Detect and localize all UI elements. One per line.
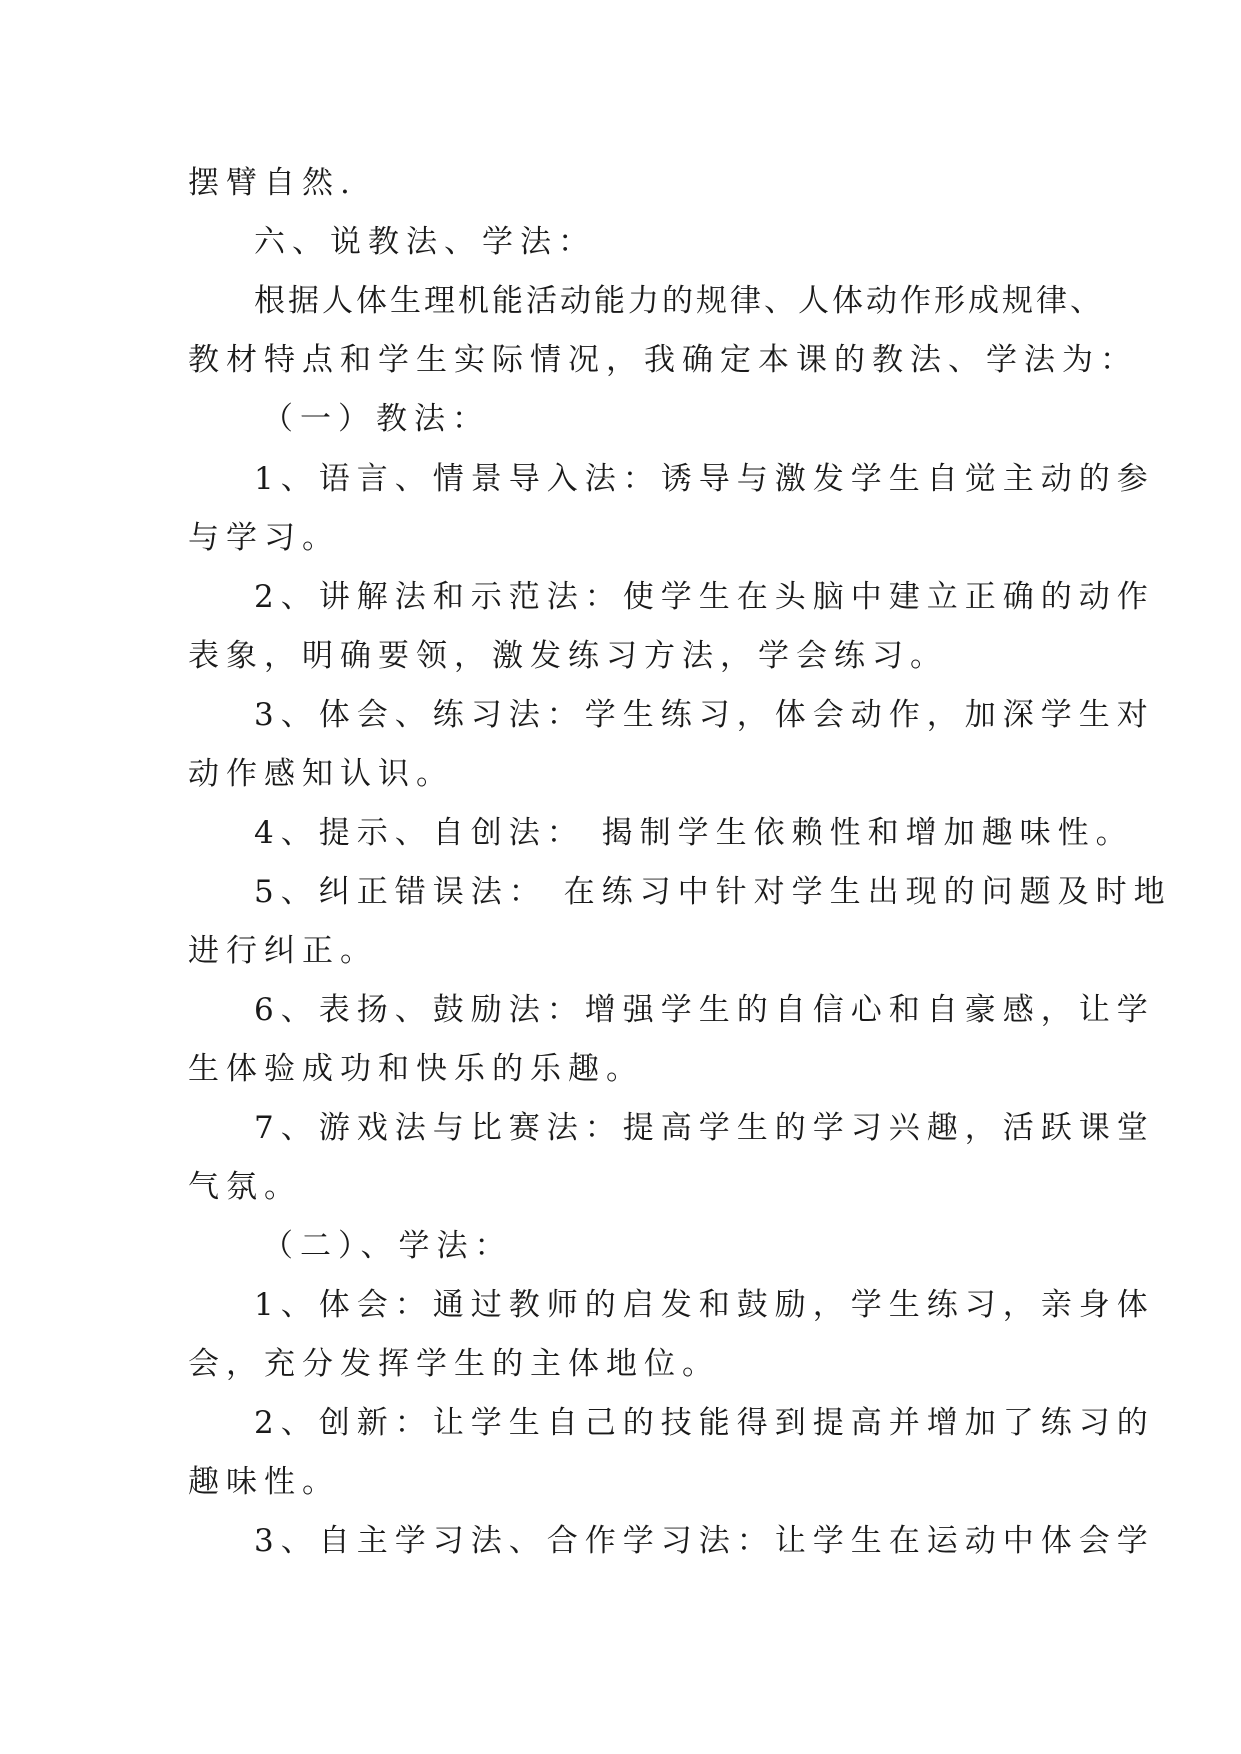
list-item-continuation: 表象，明确要领，激发练习方法，学会练习。 bbox=[188, 638, 948, 674]
text-line: 摆臂自然. bbox=[188, 165, 357, 201]
paragraph-line: 根据人体生理机能活动能力的规律、人体动作形成规律、 bbox=[254, 283, 1104, 319]
list-item-continuation: 动作感知认识。 bbox=[188, 756, 454, 792]
list-item: 4、提示、自创法： 揭制学生依赖性和增加趣味性。 bbox=[254, 815, 1134, 851]
list-item: 7、游戏法与比赛法：提高学生的学习兴趣，活跃课堂 bbox=[254, 1110, 1155, 1146]
list-item-continuation: 生体验成功和快乐的乐趣。 bbox=[188, 1051, 644, 1087]
subsection-heading: （一）教法： bbox=[262, 401, 490, 437]
list-item-continuation: 气氛。 bbox=[188, 1169, 302, 1205]
list-item: 2、创新：让学生自己的技能得到提高并增加了练习的 bbox=[254, 1405, 1155, 1441]
list-item-continuation: 与学习。 bbox=[188, 520, 340, 556]
list-item: 1、语言、情景导入法：诱导与激发学生自觉主动的参 bbox=[254, 461, 1155, 497]
list-item: 1、体会：通过教师的启发和鼓励，学生练习，亲身体 bbox=[254, 1287, 1155, 1323]
list-item: 2、讲解法和示范法：使学生在头脑中建立正确的动作 bbox=[254, 579, 1155, 615]
section-heading: 六、说教法、学法： bbox=[254, 224, 596, 260]
subsection-heading: （二）、学法： bbox=[262, 1228, 513, 1264]
list-item: 3、自主学习法、合作学习法：让学生在运动中体会学 bbox=[254, 1523, 1155, 1559]
list-item-continuation: 进行纠正。 bbox=[188, 933, 378, 969]
paragraph-line: 教材特点和学生实际情况，我确定本课的教法、学法为： bbox=[188, 342, 1138, 378]
list-item-continuation: 会，充分发挥学生的主体地位。 bbox=[188, 1346, 720, 1382]
list-item: 3、体会、练习法：学生练习，体会动作，加深学生对 bbox=[254, 697, 1155, 733]
list-item: 5、纠正错误法： 在练习中针对学生出现的问题及时地 bbox=[254, 874, 1172, 910]
list-item-continuation: 趣味性。 bbox=[188, 1464, 340, 1500]
list-item: 6、表扬、鼓励法：增强学生的自信心和自豪感，让学 bbox=[254, 992, 1155, 1028]
